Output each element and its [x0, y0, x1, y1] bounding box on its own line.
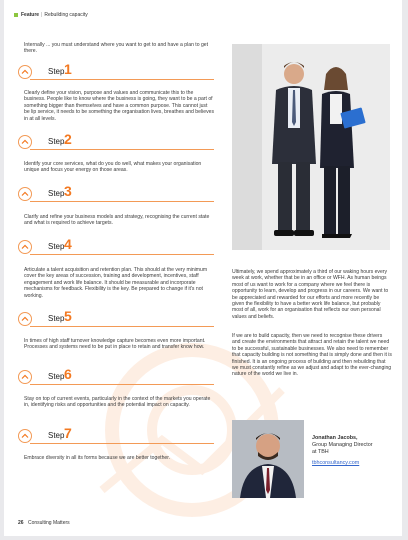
step-label: Step	[48, 372, 65, 381]
author-company: at TBH	[312, 449, 329, 455]
author-name: Jonathan Jacobs,	[312, 435, 358, 441]
hero-photo	[232, 44, 390, 250]
step-1-heading	[18, 61, 214, 82]
right-paragraph-2: If we are to build capacity, then we need to recognise these drivers and create the environments that attract and retain the talent we need to be successful, sustainable businesses. We also need to remember that capacity building is not something that is simply done and then it is finished. It is an ongoing process of building and then rebuilding that we must constantly refine as we adjust and adapt to the ever-changing nature of the world we live in.	[232, 333, 392, 378]
step-3-text: Clarify and refine your business models and strategy, recognising the current state and what is required to achieve targets.	[24, 214, 210, 227]
step-label: Step	[48, 431, 65, 440]
header-title: Rebuilding capacity	[44, 12, 88, 18]
chevron-icon	[18, 187, 32, 201]
step-6-heading	[18, 366, 214, 387]
publication-name: Consulting Matters	[27, 520, 70, 526]
step-7-text: Embrace diversity in all its forms because we are better together.	[24, 455, 171, 461]
step-divider	[30, 254, 214, 255]
right-paragraph-1: Ultimately, we spend approximately a third of our waking hours every week at work, whether that be in an office or WFH. As human beings most of us want to work for a company where we feel there is opportunity to learn, develop and progress in our careers. We want to be appreciated and rewarded for our efforts and more recently be given the flexibility to have a better work life balance, but probably most of all, work for an organisation that reflects our own personal values and beliefs.	[232, 269, 389, 320]
step-2-text: Identify your core services, what do you do well, what makes your organisation unique and focus your energy on those areas.	[24, 161, 202, 174]
step-4-heading	[18, 236, 214, 257]
step-divider	[30, 79, 214, 80]
author-bio	[312, 435, 373, 467]
step-number: 6	[64, 366, 72, 382]
step-label: Step	[48, 137, 65, 146]
step-divider	[30, 443, 214, 444]
chevron-icon	[18, 135, 32, 149]
step-divider	[30, 201, 214, 202]
step-1-text: Clearly define your vision, purpose and values and communicate this to the business. People like to know where the business is going, they want to be a part of something bigger than themselves and have a common purpose. This cannot just be lip service, it needs to be something the organisation lives, breathes and believes in at all levels.	[24, 90, 214, 122]
chevron-icon	[18, 312, 32, 326]
author-portrait	[232, 420, 304, 498]
step-7-heading	[18, 425, 214, 446]
header-section: Feature	[21, 12, 40, 18]
author-website-link[interactable]: tbhconsultancy.com	[312, 460, 360, 466]
step-5-heading	[18, 308, 214, 329]
page-number: 26	[18, 520, 24, 526]
chevron-icon	[18, 65, 32, 79]
header-marker	[14, 13, 18, 17]
business-people-illustration	[232, 44, 390, 250]
magazine-page	[4, 0, 402, 536]
step-5-text: In times of high staff turnover knowledge capture becomes even more important. Processes and systems need to be put in place to retain and transfer know how.	[24, 338, 206, 351]
step-label: Step	[48, 314, 65, 323]
step-number: 5	[64, 308, 72, 324]
step-number: 1	[64, 61, 72, 77]
step-divider	[30, 326, 214, 327]
step-label: Step	[48, 67, 65, 76]
chevron-icon	[18, 429, 32, 443]
step-4-text: Articulate a talent acquisition and retention plan. This should at the very minimum cover the key areas of succession, training and development, incentives, staff engagement and work life balance. It should be measurable and incorporate mechanisms for feedback. Flexibility is the key. Be prepared to change if it's not working.	[24, 267, 208, 299]
step-label: Step	[48, 242, 65, 251]
step-divider	[30, 149, 214, 150]
step-label: Step	[48, 189, 65, 198]
step-number: 2	[64, 131, 72, 147]
author-illustration	[232, 420, 304, 498]
step-2-heading	[18, 131, 214, 152]
header-separator: |	[41, 12, 43, 18]
author-role: Group Managing Director	[312, 442, 373, 448]
running-header	[14, 12, 88, 18]
step-number: 3	[64, 183, 72, 199]
step-number: 7	[64, 425, 72, 441]
step-3-heading	[18, 183, 214, 204]
page-footer	[18, 520, 70, 526]
chevron-icon	[18, 240, 32, 254]
intro-paragraph: Internally ... you must understand where you want to get to and have a plan to get there.	[24, 42, 209, 55]
step-divider	[30, 384, 214, 385]
step-6-text: Stay on top of current events, particularly in the context of the markets you operate in, identifying risks and opportunities and the potential impact on capacity.	[24, 396, 211, 409]
step-number: 4	[64, 236, 72, 252]
chevron-icon	[18, 370, 32, 384]
